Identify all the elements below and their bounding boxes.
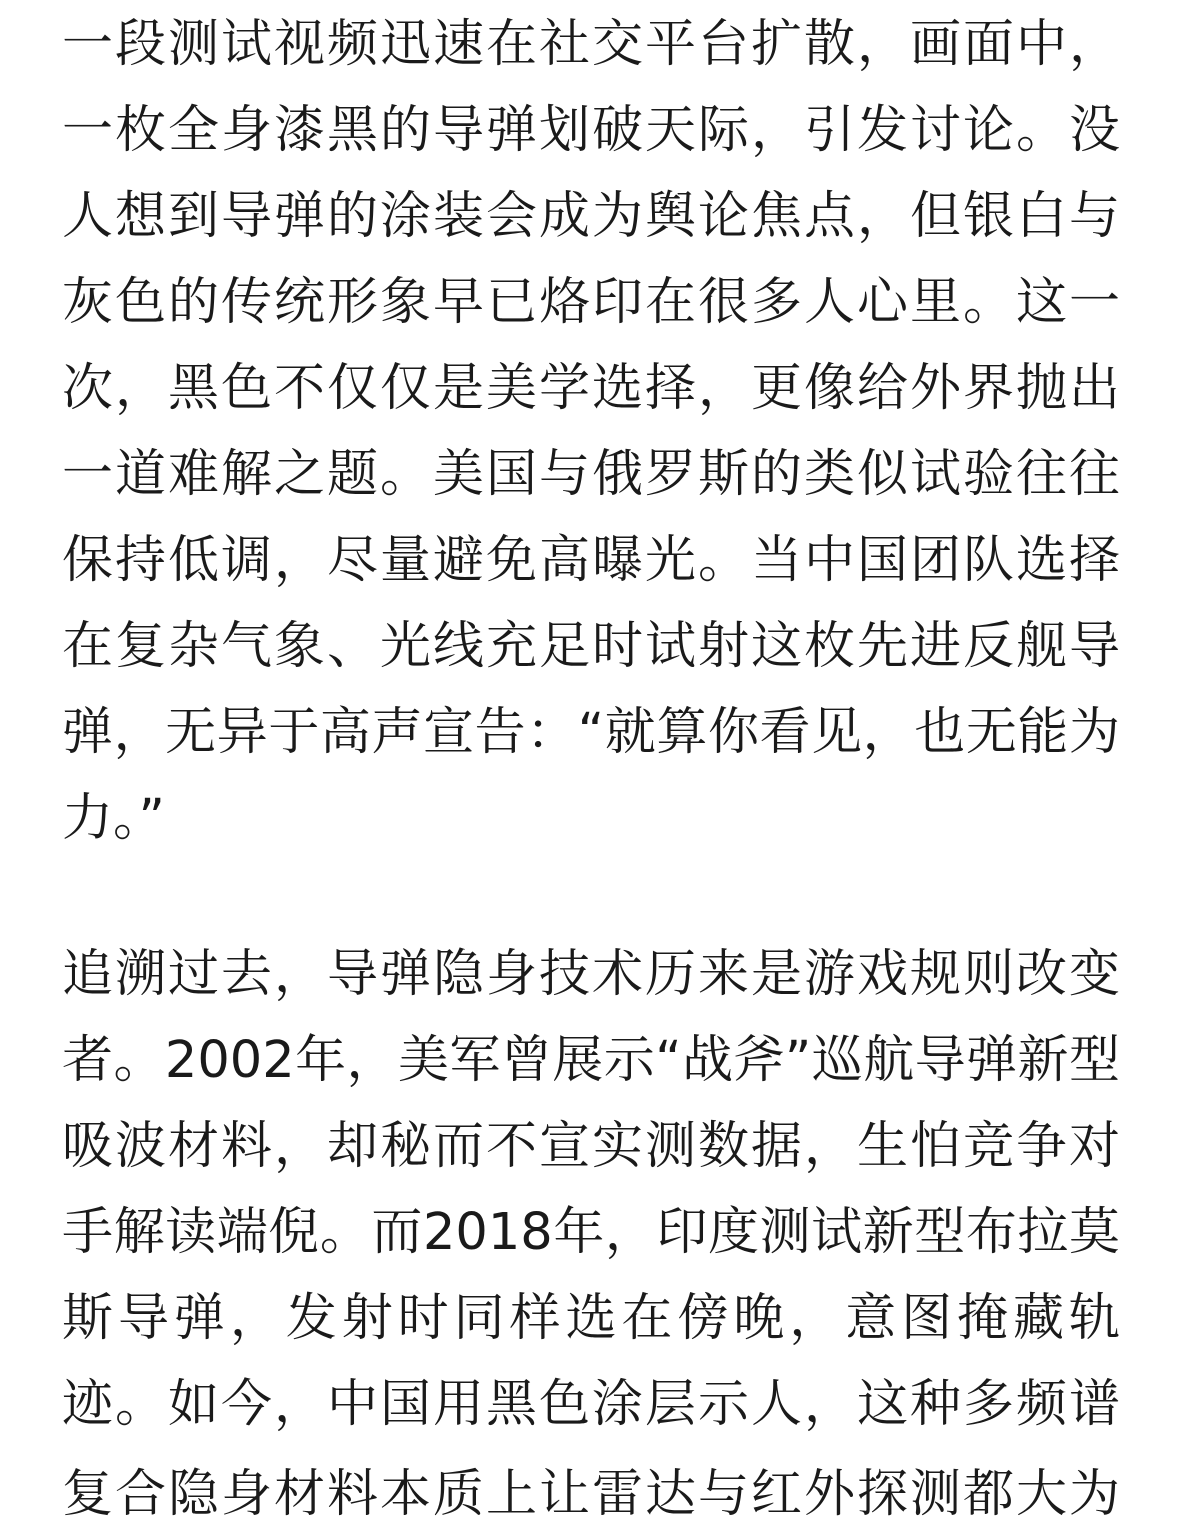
paragraph-line: 手解读端倪。而2018年，印度测试新型布拉莫 [62, 1203, 1120, 1262]
cut-off-line-container [62, 1452, 1120, 1524]
paragraph-2 [62, 932, 1120, 1448]
paragraph-line: 追溯过去，导弹隐身技术历来是游戏规则改变 [62, 945, 1120, 1004]
paragraph-line: 灰色的传统形象早已烙印在很多人心里。这一 [62, 273, 1120, 332]
paragraph-line: 在复杂气象、光线充足时试射这枚先进反舰导 [62, 617, 1120, 676]
paragraph-line: 吸波材料，却秘而不宣实测数据，生怕竞争对 [62, 1117, 1120, 1176]
paragraph-line: 迹。如今，中国用黑色涂层示人，这种多频谱 [62, 1375, 1120, 1434]
paragraph-line: 弹，无异于高声宣告：“就算你看见，也无能为 [62, 703, 1120, 762]
paragraph-line: 保持低调，尽量避免高曝光。当中国团队选择 [62, 531, 1120, 590]
paragraph-line: 一段测试视频迅速在社交平台扩散，画面中， [62, 15, 1120, 74]
paragraph-line-cut-off: 复合隐身材料本质上让雷达与红外探测都大为 [62, 1465, 1120, 1524]
paragraph-1 [62, 2, 1120, 862]
paragraph-line: 人想到导弹的涂装会成为舆论焦点，但银白与 [62, 187, 1120, 246]
paragraph-line: 斯导弹，发射时同样选在傍晚，意图掩藏轨 [62, 1289, 1120, 1348]
paragraph-line: 次，黑色不仅仅是美学选择，更像给外界抛出 [62, 359, 1120, 418]
paragraph-line: 力。” [62, 789, 165, 848]
paragraph-line: 一枚全身漆黑的导弹划破天际，引发讨论。没 [62, 101, 1120, 160]
paragraph-line: 一道难解之题。美国与俄罗斯的类似试验往往 [62, 445, 1120, 504]
paragraph-line: 者。2002年，美军曾展示“战斧”巡航导弹新型 [62, 1031, 1120, 1090]
